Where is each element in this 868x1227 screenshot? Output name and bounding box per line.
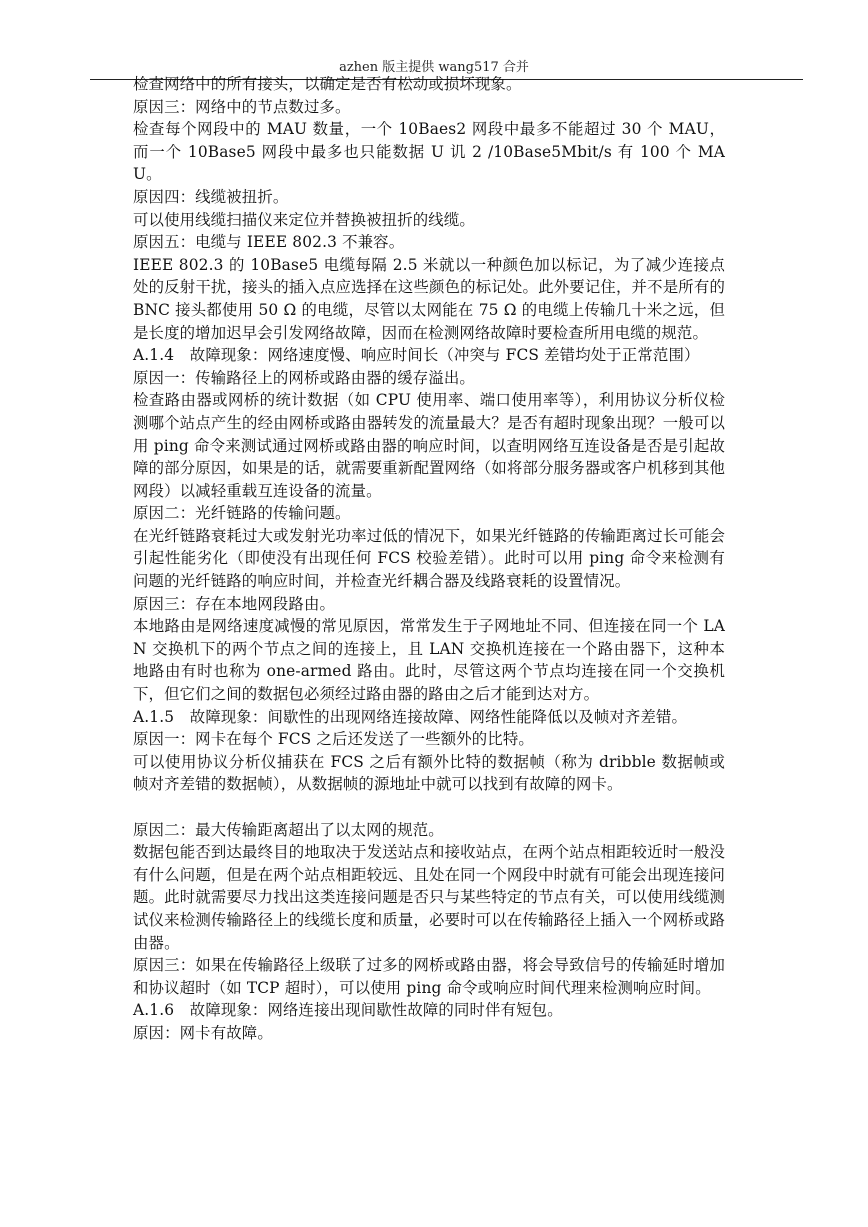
paragraph: 原因二：光纤链路的传输问题。 bbox=[133, 504, 351, 523]
paragraph: 可以使用线缆扫描仪来定位并替换被扭折的线缆。 bbox=[133, 210, 475, 229]
blank-line bbox=[133, 796, 725, 819]
paragraph: 原因一：网卡在每个 FCS 之后还发送了一些额外的比特。 bbox=[133, 730, 534, 749]
paragraph: 本地路由是网络速度减慢的常见原因，常常发生于子网地址不同、但连接在同一个 LAN 交换机下的两个节点之间的连接上，且 LAN 交换机连接在一个路由器下，这种本地路由有时也称为 one-armed 路由。此时，尽管这两个节点均连接在同一个交换机下，但它们之间的数据包必须经过路由器的路由之后才能到达对方。 bbox=[133, 617, 725, 704]
paragraph: 原因三：存在本地网段路由。 bbox=[133, 594, 336, 613]
paragraph: 数据包能否到达最终目的地取决于发送站点和接收站点，在两个站点相距较近时一般没有什么问题，但是在两个站点相距较远、且处在同一个网段中时就有可能会出现连接问题。此时就需要尽力找出这类连接问题是否只与某些特定的节点有关，可以使用线缆测试仪来检测传输路径上的线缆长度和质量，必要时可以在传输路径上插入一个网桥或路由器。 bbox=[133, 843, 725, 952]
paragraph: 检查路由器或网桥的统计数据（如 CPU 使用率、端口使用率等），利用协议分析仪检测哪个站点产生的经由网桥或路由器转发的流量最大？是否有超时现象出现？一般可以用 ping 命令来测试通过网桥或路由器的响应时间，以查明网络互连设备是否是引起故障的部分原因，如果是的话，就需要重新配置网络（如将部分服务器或客户机移到其他网段）以减轻重载互连设备的流量。 bbox=[133, 391, 725, 500]
paragraph: 原因：网卡有故障。 bbox=[133, 1023, 273, 1042]
document-body bbox=[133, 73, 725, 1045]
section-heading: A.1.4 故障现象：网络速度慢、响应时间长（冲突与 FCS 差错均处于正常范围） bbox=[133, 346, 700, 365]
paragraph: 检查网络中的所有接头，以确定是否有松动或损坏现象。 bbox=[133, 75, 522, 93]
paragraph: 原因二：最大传输距离超出了以太网的规范。 bbox=[133, 820, 444, 839]
section-heading: A.1.5 故障现象：间歇性的出现网络连接故障、网络性能降低以及帧对齐差错。 bbox=[133, 707, 688, 726]
paragraph: 检查每个网段中的 MAU 数量，一个 10Baes2 网段中最多不能超过 30 个 MAU，而一个 10Base5 网段中最多也只能数据 U 讥 2 /10Base5Mbit/s 有 100 个 MAU。 bbox=[133, 120, 725, 184]
page-header: azhen 版主提供 wang517 合并 bbox=[339, 60, 529, 75]
paragraph: 原因三：如果在传输路径上级联了过多的网桥或路由器，将会导致信号的传输延时增加和协议超时（如 TCP 超时），可以使用 ping 命令或响应时间代理来检测响应时间。 bbox=[133, 956, 725, 997]
paragraph: 原因四：线缆被扭折。 bbox=[133, 187, 289, 206]
paragraph: IEEE 802.3 的 10Base5 电缆每隔 2.5 米就以一种颜色加以标记，为了减少连接点处的反射干扰，接头的插入点应选择在这些颜色的标记处。此外要记住，并不是所有的 BNC 接头都使用 50 Ω 的电缆，尽管以太网能在 75 Ω 的电缆上传输几十米之远，但是长度的增加迟早会引发网络故障，因而在检测网络故障时要检查所用电缆的规范。 bbox=[133, 255, 725, 342]
paragraph: 在光纤链路衰耗过大或发射光功率过低的情况下，如果光纤链路的传输距离过长可能会引起性能劣化（即使没有出现任何 FCS 校验差错）。此时可以用 ping 命令来检测有问题的光纤链路的响应时间，并检查光纤耦合器及线路衰耗的设置情况。 bbox=[133, 526, 725, 591]
paragraph: 原因一：传输路径上的网桥或路由器的缓存溢出。 bbox=[133, 368, 475, 387]
paragraph: 可以使用协议分析仪捕获在 FCS 之后有额外比特的数据帧（称为 dribble 数据帧或帧对齐差错的数据帧），从数据帧的源地址中就可以找到有故障的网卡。 bbox=[133, 752, 725, 794]
paragraph: 原因五：电缆与 IEEE 802.3 不兼容。 bbox=[133, 233, 405, 252]
paragraph: 原因三：网络中的节点数过多。 bbox=[133, 97, 351, 116]
section-heading: A.1.6 故障现象：网络连接出现间歇性故障的同时伴有短包。 bbox=[133, 1001, 563, 1020]
